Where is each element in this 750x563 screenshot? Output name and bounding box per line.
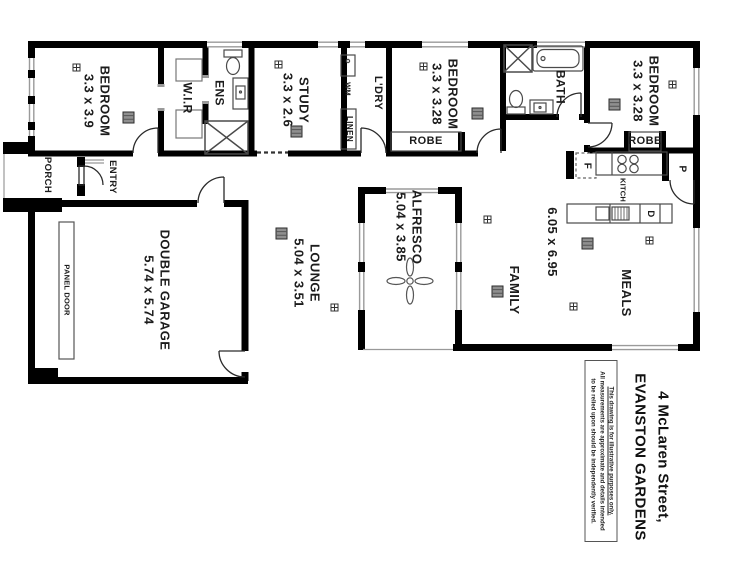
bath-toilet-icon: [507, 91, 525, 115]
ens-vanity-icon: [233, 78, 248, 109]
disclaimer-box: This drawing is for illustrative purposes only. All measurements are approximate and details intended to be relied upon should be independently verified.: [585, 360, 618, 542]
front-door-leaf: [79, 166, 84, 185]
room-label-pantry: P: [676, 165, 688, 173]
room-label-porch: PORCH: [41, 156, 53, 194]
room-label-linen: LINEN: [344, 116, 354, 142]
room-label-kitchen: KITCH: [618, 178, 628, 202]
entry-threshold: [85, 160, 104, 163]
room-label-garage: DOUBLE GARAGE 5.74 x 5.74: [141, 229, 173, 351]
interior-walls: [28, 47, 697, 154]
room-label-robe-3: ROBE: [628, 135, 662, 148]
room-label-fridge: F: [581, 162, 593, 170]
room-label-dishwasher: D: [644, 209, 656, 218]
room-label-study: STUDY 3.3 x 2.6: [280, 72, 312, 128]
ceiling-fan-icon: [387, 258, 433, 304]
room-label-bedroom-3: BEDROOM 3.3 x 3.28: [630, 55, 662, 127]
bath-vanity-icon: [530, 100, 553, 114]
room-label-bedroom-2: BEDROOM 3.3 x 3.28: [429, 58, 461, 130]
room-label-family: FAMILY: [507, 265, 523, 315]
room-label-robe-2: ROBE: [409, 135, 443, 148]
slab-edges: [4, 154, 453, 350]
room-label-lounge: LOUNGE 5.04 x 3.51: [291, 238, 323, 308]
room-label-wm: WM: [343, 82, 353, 96]
bathtub-icon: [533, 46, 583, 71]
property-address: 4 McLaren Street, EVANSTON GARDENS: [631, 373, 672, 541]
room-label-family-meals-dims: 6.05 x 6.95: [545, 207, 561, 277]
room-label-meals: MEALS: [619, 269, 635, 317]
kitchen-bench: [596, 152, 667, 175]
room-label-alfresco: ALFRESCO 5.04 x 3.85: [393, 189, 425, 265]
ens-toilet-icon: [224, 50, 242, 75]
room-label-bath: BATH: [553, 69, 568, 105]
bath-shower-icon: [504, 45, 532, 72]
room-label-ens: ENS: [212, 80, 227, 106]
label-panel-door: PANEL DOOR: [62, 264, 72, 316]
room-label-entry: ENTRY: [106, 160, 118, 194]
room-label-ldry: L'DRY: [371, 75, 384, 111]
island-bench: [567, 204, 672, 223]
room-label-bedroom-1: BEDROOM 3.3 x 3.9: [81, 65, 113, 137]
ens-shower-icon: [205, 121, 248, 154]
room-label-wir: W.I.R: [180, 82, 195, 114]
